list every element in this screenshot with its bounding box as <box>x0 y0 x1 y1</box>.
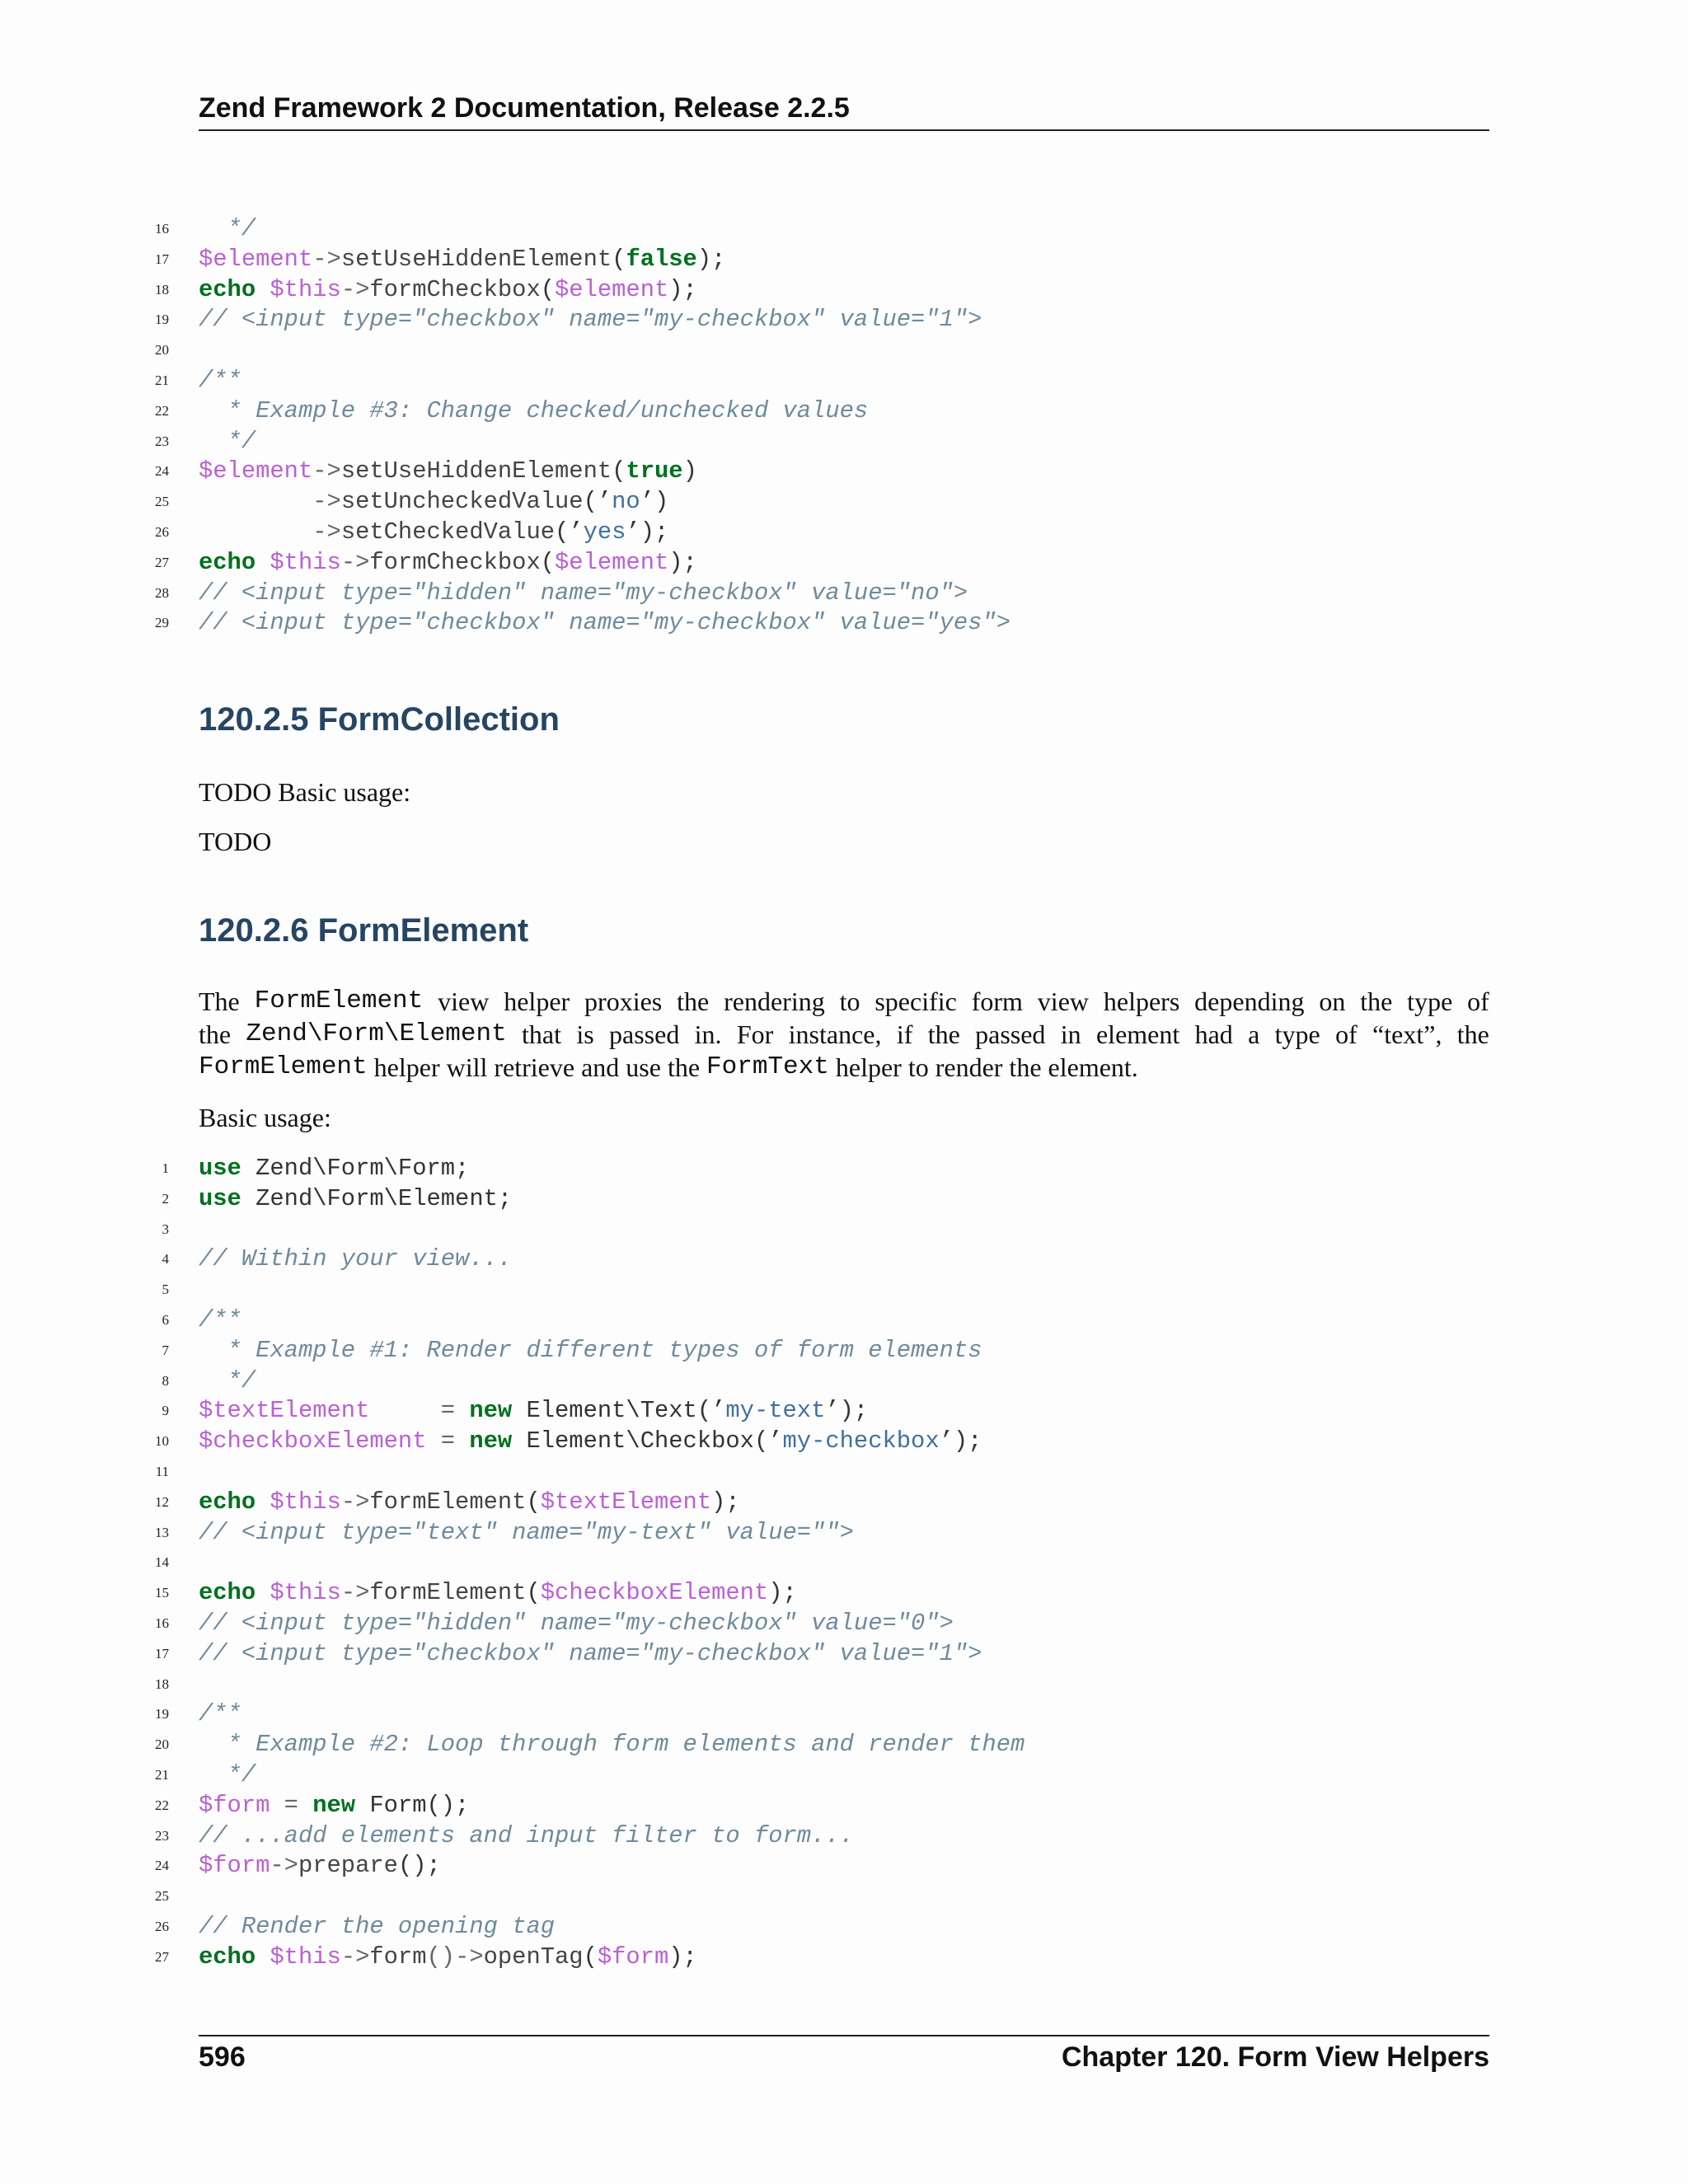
code-token: $element <box>555 548 669 576</box>
code-token: echo <box>199 548 256 576</box>
paragraph-word: proxies <box>584 987 663 1016</box>
code-line <box>0 214 1688 245</box>
paragraph-line <box>199 1051 1489 1084</box>
paragraph-word: helper <box>373 1052 440 1082</box>
code-line <box>0 1305 1688 1336</box>
line-number: 27 <box>155 554 169 570</box>
paragraph-word: the <box>667 1052 701 1082</box>
code-token: -> <box>270 1852 298 1880</box>
code-token: $element <box>199 245 313 273</box>
paragraph-word: of <box>1467 987 1489 1016</box>
code-text <box>199 518 668 548</box>
code-text <box>199 1154 469 1184</box>
code-token <box>256 1579 270 1606</box>
code-token: $checkboxElement <box>199 1427 427 1455</box>
section-title-formcollection: 120.2.5 FormCollection <box>199 701 560 738</box>
line-number: 22 <box>155 1797 169 1813</box>
formcollection-paragraph-1: TODO Basic usage: <box>199 777 411 807</box>
line-number: 16 <box>155 1615 169 1631</box>
code-line <box>0 1851 1688 1882</box>
code-text <box>199 548 697 579</box>
code-token: ’) <box>640 488 669 516</box>
code-token: */ <box>199 215 256 242</box>
code-line <box>0 1639 1688 1670</box>
code-text <box>199 1184 512 1215</box>
code-token: = <box>369 1397 470 1425</box>
line-number: 23 <box>155 1827 169 1844</box>
code-line <box>0 1821 1688 1852</box>
paragraph-word: specific <box>874 987 957 1016</box>
code-token: ); <box>711 1488 740 1516</box>
code-token: -> <box>199 518 341 546</box>
code-line <box>0 1154 1688 1184</box>
code-token <box>256 549 270 576</box>
code-text <box>199 1760 256 1791</box>
code-token: (’ <box>555 518 584 546</box>
footer-chapter-title: Chapter 120. Form View Helpers <box>1061 2041 1489 2073</box>
code-token: false <box>626 245 697 273</box>
code-line <box>0 579 1688 609</box>
paragraph-word: had <box>1194 1019 1233 1049</box>
paragraph-word: the <box>199 1019 232 1049</box>
paragraph-word: passed <box>975 1019 1046 1049</box>
code-token: ()-> <box>426 1943 484 1971</box>
paragraph-word: the <box>1009 1052 1042 1082</box>
code-token: ( <box>526 1579 541 1607</box>
code-line <box>0 1427 1688 1457</box>
paragraph-word: the <box>1360 987 1393 1016</box>
code-token: Element\Text(’ <box>512 1397 726 1425</box>
line-number: 2 <box>162 1190 169 1207</box>
inline-code: FormElement <box>254 987 424 1015</box>
page-header: Zend Framework 2 Documentation, Release 2.2.5 <box>199 92 850 124</box>
code-token: ); <box>696 245 726 273</box>
code-token: (’ <box>583 488 612 516</box>
code-token: $form <box>199 1852 270 1880</box>
code-token: echo <box>199 1943 256 1971</box>
line-number: 16 <box>155 221 169 237</box>
code-token: true <box>626 457 683 485</box>
code-token: $this <box>270 548 341 576</box>
code-line <box>0 1396 1688 1427</box>
line-number: 4 <box>162 1251 169 1268</box>
code-token: new <box>469 1397 513 1425</box>
code-token: $this <box>270 1488 341 1516</box>
code-token: -> <box>340 548 370 576</box>
line-number: 29 <box>155 615 169 631</box>
code-text <box>199 1336 982 1366</box>
code-text <box>199 1943 697 1973</box>
line-number: 19 <box>155 312 169 328</box>
header-rule <box>199 129 1489 131</box>
line-number: 24 <box>155 1858 169 1874</box>
line-number: 5 <box>162 1282 169 1298</box>
line-number: 1 <box>162 1160 169 1176</box>
code-line <box>0 1275 1688 1305</box>
code-token <box>256 1488 270 1516</box>
code-token: ( <box>526 1488 541 1516</box>
line-number: 22 <box>155 402 169 419</box>
paragraph-word: view <box>1037 987 1089 1016</box>
section-title-formelement: 120.2.6 FormElement <box>199 912 529 949</box>
paragraph-word: type <box>1274 1019 1320 1049</box>
code-line <box>0 608 1688 639</box>
line-number: 10 <box>155 1433 169 1450</box>
code-text <box>199 1396 868 1427</box>
paragraph-word: of <box>1335 1019 1357 1049</box>
code-token: ); <box>668 275 697 303</box>
code-text <box>199 275 697 306</box>
code-text <box>199 1791 469 1821</box>
paragraph-word: type <box>1407 987 1453 1016</box>
code-token: (); <box>397 1852 441 1880</box>
code-text <box>199 1699 241 1730</box>
paragraph-word: the <box>1456 1019 1489 1049</box>
code-line <box>0 1578 1688 1609</box>
line-number: 17 <box>155 251 169 267</box>
code-token: my-text <box>725 1397 826 1425</box>
code-token: formCheckbox <box>369 548 541 576</box>
line-number: 24 <box>155 463 169 480</box>
line-number: 23 <box>155 433 169 449</box>
code-token: new <box>312 1791 356 1819</box>
code-token <box>256 1943 270 1971</box>
code-token: formElement <box>369 1488 527 1516</box>
code-token: $element <box>199 457 313 485</box>
formelement-paragraph <box>199 985 1489 1084</box>
paragraph-word: in <box>1060 1019 1081 1049</box>
code-block-2 <box>0 1154 1688 1973</box>
code-token: // <input type="checkbox" name="my-checkbox" value="yes"> <box>199 609 1011 637</box>
code-token: new <box>469 1427 513 1455</box>
code-line <box>0 1912 1688 1943</box>
code-token: form <box>369 1943 427 1971</box>
line-number: 9 <box>162 1403 169 1419</box>
code-line <box>0 245 1688 275</box>
code-line <box>0 1791 1688 1821</box>
line-number: 13 <box>155 1524 169 1540</box>
code-token: /** <box>199 1700 241 1728</box>
code-token: setUseHiddenElement <box>340 457 612 485</box>
paragraph-word: depending <box>1194 987 1305 1016</box>
code-token: ’); <box>825 1397 869 1425</box>
line-number: 7 <box>162 1342 169 1358</box>
code-line <box>0 396 1688 427</box>
code-token: ( <box>540 275 556 303</box>
footer-page-number: 596 <box>199 2041 246 2073</box>
code-token: -> <box>312 457 341 485</box>
paragraph-word: helpers <box>1103 987 1180 1016</box>
code-line <box>0 335 1688 366</box>
paragraph-word: and <box>581 1052 620 1082</box>
paragraph-word: in. <box>694 1019 722 1049</box>
code-token: -> <box>312 245 341 273</box>
paragraph-word: to <box>839 987 860 1016</box>
line-number: 21 <box>155 1766 169 1783</box>
code-line <box>0 1670 1688 1700</box>
code-line <box>0 1518 1688 1549</box>
code-token: */ <box>199 1366 256 1394</box>
code-block-1 <box>0 214 1688 639</box>
code-text <box>199 487 668 518</box>
code-token: prepare <box>298 1852 398 1880</box>
code-text <box>199 1244 512 1275</box>
code-token: -> <box>199 488 341 516</box>
code-line <box>0 1943 1688 1973</box>
line-number: 6 <box>162 1311 169 1328</box>
code-token: formElement <box>369 1579 527 1607</box>
code-token: Form(); <box>355 1791 470 1819</box>
code-line <box>0 1488 1688 1518</box>
line-number: 25 <box>155 1888 169 1905</box>
code-token: // <input type="hidden" name="my-checkbox" value="0"> <box>199 1609 954 1637</box>
code-token: setCheckedValue <box>340 518 556 546</box>
code-token: my-checkbox <box>782 1427 940 1455</box>
code-line <box>0 275 1688 306</box>
line-number: 27 <box>155 1948 169 1965</box>
code-token: use <box>199 1155 241 1182</box>
paragraph-word: on <box>1319 987 1346 1016</box>
code-token: = <box>426 1427 470 1455</box>
footer-rule <box>199 2035 1489 2036</box>
line-number: 18 <box>155 1675 169 1692</box>
code-text <box>199 1609 954 1639</box>
code-token: -> <box>340 1943 370 1971</box>
code-token: ) <box>682 457 697 485</box>
inline-code: FormElement <box>199 1052 368 1081</box>
code-token: ’); <box>626 518 669 546</box>
line-number: 8 <box>162 1372 169 1389</box>
paragraph-word: helper <box>835 1052 902 1082</box>
code-text <box>199 1821 854 1852</box>
code-token: Zend\Form\Form; <box>241 1155 470 1182</box>
code-token: */ <box>199 1760 256 1788</box>
paragraph-word: The <box>199 987 240 1016</box>
code-token: ); <box>668 548 697 576</box>
code-token: $this <box>270 275 341 303</box>
paragraph-word: passed <box>609 1019 680 1049</box>
code-text <box>199 305 982 335</box>
code-token: * Example #1: Render different types of form elements <box>199 1336 982 1364</box>
code-text <box>199 1305 241 1336</box>
paragraph-word: the <box>927 1019 960 1049</box>
line-number: 28 <box>155 584 169 601</box>
code-text <box>199 214 256 245</box>
code-token: */ <box>199 427 256 455</box>
code-token: openTag <box>483 1943 584 1971</box>
paragraph-word: For <box>736 1019 774 1049</box>
line-number: 25 <box>155 494 169 510</box>
paragraph-word: is <box>576 1019 594 1049</box>
code-text <box>199 427 256 457</box>
code-token: setUncheckedValue <box>340 488 584 516</box>
code-text <box>199 1518 854 1549</box>
code-text <box>199 245 725 275</box>
line-number: 14 <box>155 1554 169 1571</box>
code-token: // Within your view... <box>199 1245 513 1273</box>
paragraph-word: if <box>896 1019 913 1049</box>
code-token: echo <box>199 275 256 303</box>
code-token: Element\Checkbox(’ <box>512 1427 783 1455</box>
code-text <box>199 1427 982 1457</box>
code-token: use <box>199 1184 241 1212</box>
code-token: // <input type="hidden" name="my-checkbox" value="no"> <box>199 579 968 607</box>
paragraph-word: will <box>446 1052 488 1082</box>
line-number: 17 <box>155 1645 169 1661</box>
code-token: = <box>270 1791 313 1819</box>
code-text <box>199 457 697 487</box>
code-token: ); <box>668 1943 697 1971</box>
paragraph-word: element <box>1095 1019 1180 1049</box>
code-text <box>199 366 241 396</box>
code-token: $this <box>270 1579 341 1607</box>
code-token: $form <box>199 1791 270 1819</box>
code-line <box>0 1215 1688 1245</box>
code-text <box>199 396 868 427</box>
code-line <box>0 1730 1688 1760</box>
line-number: 26 <box>155 523 169 540</box>
paragraph-word: to <box>907 1052 929 1082</box>
code-token <box>256 276 270 303</box>
code-text <box>199 579 968 609</box>
code-token: ( <box>612 457 626 485</box>
paragraph-word: helper <box>504 987 570 1016</box>
code-token: ( <box>583 1943 598 1971</box>
code-line <box>0 1244 1688 1275</box>
code-token: // <input type="checkbox" name="my-checkbox" value="1"> <box>199 306 982 334</box>
line-number: 19 <box>155 1706 169 1722</box>
line-number: 11 <box>155 1463 169 1479</box>
code-text <box>199 1578 797 1609</box>
paragraph-word: “text”, <box>1372 1019 1442 1049</box>
code-line <box>0 1760 1688 1791</box>
paragraph-line <box>199 985 1489 1018</box>
paragraph-word: render <box>935 1052 1003 1082</box>
paragraph-word: use <box>626 1052 661 1082</box>
code-text <box>199 1639 982 1670</box>
code-token: // ...add elements and input filter to form... <box>199 1821 854 1849</box>
code-line <box>0 487 1688 518</box>
code-text <box>199 608 1010 639</box>
code-token: yes <box>583 518 626 546</box>
code-token: /** <box>199 366 241 394</box>
code-line <box>0 1609 1688 1639</box>
formcollection-paragraph-2: TODO <box>199 827 272 856</box>
code-token: /** <box>199 1305 241 1333</box>
code-token: // Render the opening tag <box>199 1912 556 1940</box>
code-token: formCheckbox <box>369 275 541 303</box>
code-token: ( <box>540 548 556 576</box>
code-token: setUseHiddenElement <box>340 245 612 273</box>
code-token: $checkboxElement <box>540 1579 769 1607</box>
code-line <box>0 548 1688 579</box>
code-token: ); <box>768 1579 797 1607</box>
line-number: 18 <box>155 281 169 298</box>
inline-code: Zend\Form\Element <box>246 1019 507 1048</box>
paragraph-word: element. <box>1048 1052 1138 1082</box>
code-token: -> <box>340 1579 370 1607</box>
paragraph-word: retrieve <box>494 1052 575 1082</box>
code-line <box>0 1457 1688 1488</box>
code-token: $this <box>270 1943 341 1971</box>
paragraph-line <box>199 1018 1489 1051</box>
code-token: * Example #2: Loop through form elements and render them <box>199 1731 1025 1759</box>
line-number: 26 <box>155 1918 169 1934</box>
code-line <box>0 518 1688 548</box>
code-token: echo <box>199 1579 256 1607</box>
code-text <box>199 1851 441 1882</box>
code-token: -> <box>340 1488 370 1516</box>
code-line <box>0 1336 1688 1366</box>
paragraph-word: view <box>438 987 490 1016</box>
paragraph-word: rendering <box>724 987 825 1016</box>
paragraph-word: instance, <box>788 1019 882 1049</box>
line-number: 15 <box>155 1585 169 1601</box>
code-text <box>199 1912 555 1943</box>
code-line <box>0 1366 1688 1397</box>
code-token: ( <box>612 245 626 273</box>
paragraph-word: a <box>1248 1019 1260 1049</box>
code-token: echo <box>199 1488 256 1516</box>
code-token: $textElement <box>540 1488 712 1516</box>
formelement-basic-usage: Basic usage: <box>199 1103 331 1132</box>
code-line <box>0 427 1688 457</box>
code-token: // <input type="checkbox" name="my-checkbox" value="1"> <box>199 1639 982 1667</box>
code-token: -> <box>340 275 370 303</box>
code-text <box>199 1488 740 1518</box>
code-token: ’); <box>939 1427 982 1455</box>
code-token: * Example #3: Change checked/unchecked values <box>199 396 869 424</box>
code-line <box>0 457 1688 487</box>
code-line <box>0 1184 1688 1215</box>
code-text <box>199 1366 256 1397</box>
code-line <box>0 366 1688 396</box>
line-number: 12 <box>155 1493 169 1510</box>
code-token: // <input type="text" name="my-text" value=""> <box>199 1518 854 1546</box>
paragraph-word: the <box>677 987 710 1016</box>
paragraph-word: form <box>971 987 1023 1016</box>
code-token: Zend\Form\Element; <box>241 1184 513 1212</box>
line-number: 20 <box>155 342 169 359</box>
code-line <box>0 1882 1688 1912</box>
code-line <box>0 1699 1688 1730</box>
code-text <box>199 1730 1025 1760</box>
line-number: 21 <box>155 372 169 388</box>
code-token: $textElement <box>199 1397 370 1425</box>
code-token: $form <box>597 1943 669 1971</box>
line-number: 3 <box>162 1221 169 1237</box>
inline-code: FormText <box>706 1052 829 1081</box>
code-token: no <box>612 488 640 516</box>
code-line <box>0 305 1688 335</box>
line-number: 20 <box>155 1736 169 1753</box>
code-token: $element <box>555 275 669 303</box>
code-line <box>0 1548 1688 1578</box>
paragraph-word: that <box>522 1019 561 1049</box>
